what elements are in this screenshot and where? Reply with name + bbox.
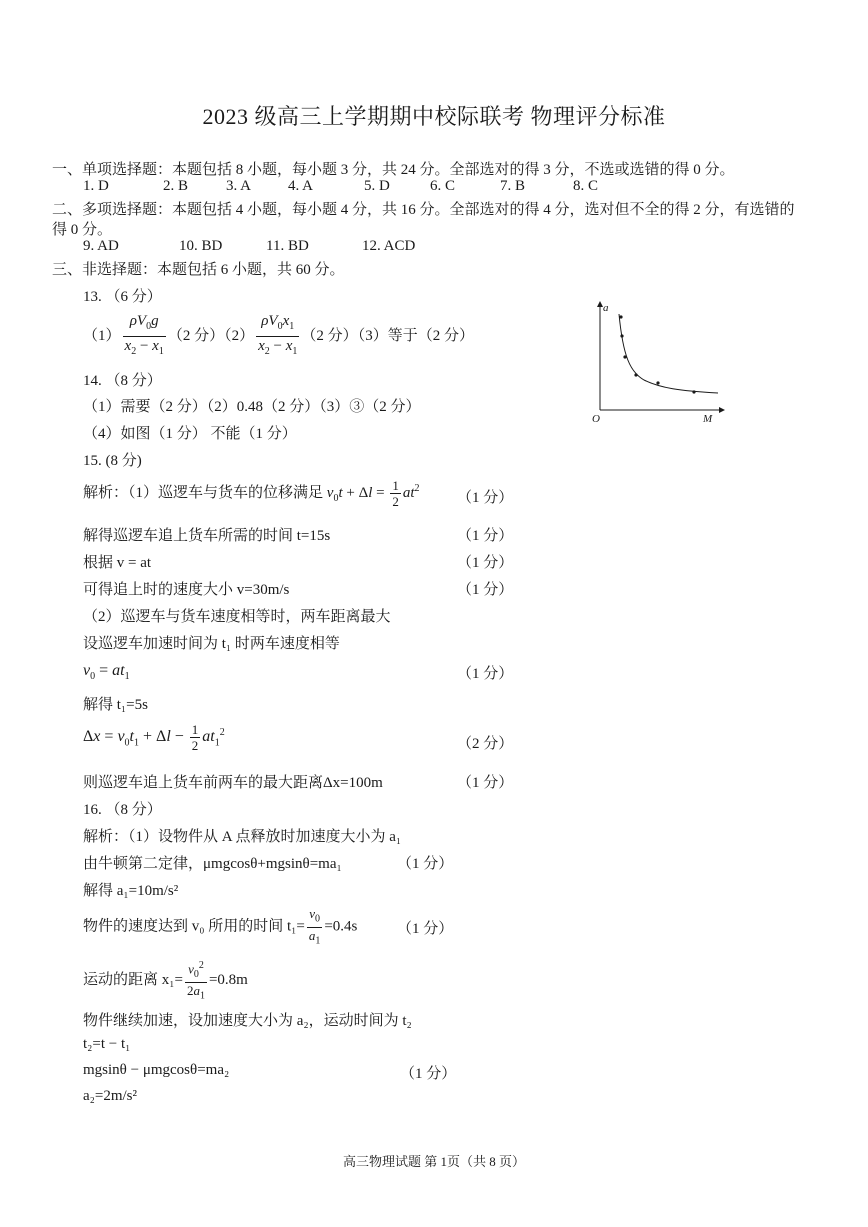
a-m-graph: [588, 296, 728, 426]
section-2-heading-cont: 得 0 分。: [52, 222, 113, 238]
score: （1 分）: [457, 490, 514, 506]
score: （1 分）: [457, 582, 514, 598]
score: （1 分）: [457, 775, 514, 791]
y-axis-label: a: [603, 302, 609, 314]
data-point: [656, 381, 659, 384]
answer: 11. BD: [266, 238, 309, 254]
score: （1 分）: [457, 555, 514, 571]
q15-line-10: 则巡逻车追上货车前两车的最大距离Δx=100m: [83, 775, 383, 791]
q16-line-7: t₂=t − t₁: [83, 1036, 131, 1052]
q15-equation: $v_0 = at_1$: [83, 662, 130, 683]
q15-line-1: 解析：（1）巡逻车与货车的位移满足 $v_0t + \Delta l$ = $\frac{1}{2}$ $at^2$: [83, 478, 420, 509]
q16-line-2: 由牛顿第二定律，μmgcosθ+mgsinθ=ma₁: [83, 856, 342, 872]
q14-line-2: （4）如图（1 分） 不能（1 分）: [83, 426, 297, 442]
score: （2 分）: [457, 736, 514, 752]
section-3-heading: 三、非选择题：本题包括 6 小题，共 60 分。: [52, 262, 345, 278]
answer: 7. B: [500, 178, 526, 194]
x-axis-label: M: [703, 413, 713, 425]
q16-line-8: mgsinθ − μmgcosθ=ma₂: [83, 1062, 230, 1078]
q16-line-5: 运动的距离 x₁= $\frac{v_0^2}{2a_1}$ =0.8m: [83, 960, 248, 1002]
q16-line-1: 解析：（1）设物件从 A 点释放时加速度大小为 a₁: [83, 829, 402, 845]
q15-line-2: 解得巡逻车追上货车所需的时间 t=15s: [83, 528, 331, 544]
q16-line-6: 物件继续加速，设加速度大小为 a₂，运动时间为 t₂: [83, 1013, 412, 1029]
score: （1 分）: [400, 1066, 457, 1082]
score: （1 分）: [457, 528, 514, 544]
q15-line-8: 解得 t₁=5s: [83, 697, 148, 713]
formula-fraction: $\frac{\rho V_0g}{x_2 - x_1}$: [124, 313, 164, 357]
q15-equation: $\Delta x = v_0t_1 + \Delta l$ − $\frac{1}{2}$ $at_1^2$: [83, 722, 225, 753]
data-point: [619, 315, 622, 318]
q15-line-6: 设巡逻车加速时间为 t₁ 时两车速度相等: [83, 636, 340, 652]
formula-fraction: $\frac{1}{2}$: [191, 722, 199, 753]
page-title: 2023 级高三上学期期中校际联考 物理评分标准: [202, 104, 666, 129]
q15-heading: 15. (8 分): [83, 453, 142, 469]
answers-row-1: [83, 178, 598, 195]
q16-line-9: a₂=2m/s²: [83, 1088, 138, 1104]
answer: 4. A: [288, 178, 314, 194]
answer: 5. D: [364, 178, 390, 194]
q15-line-3: 根据 v = at: [83, 555, 152, 571]
q16-line-4: 物件的速度达到 v₀ 所用的时间 t₁= $\frac{v_0}{a_1}$ =0.4s: [83, 906, 358, 947]
answer: 8. C: [573, 178, 599, 194]
formula-fraction: $\frac{\rho V_0x_1}{x_2 - x_1}$: [258, 313, 298, 357]
answer: 6. C: [430, 178, 456, 194]
data-point: [692, 390, 695, 393]
q13-answer-line: （1） $\frac{\rho V_0g}{x_2 - x_1}$ （2 分）（2） $\frac{\rho V_0x_1}{x_2 - x_1}$ （2 分）（3）等于（2 分）: [83, 312, 474, 361]
data-point: [623, 355, 626, 358]
answers-row-2: [83, 238, 415, 255]
q16-heading: 16. （8 分）: [83, 802, 162, 818]
section-2-heading: 二、多项选择题：本题包括 4 小题，每小题 4 分，共 16 分。全部选对的得 4 分，选对但不全的得 2 分，有选错的: [52, 202, 795, 218]
q13-heading: 13. （6 分）: [83, 289, 162, 305]
formula-fraction: $\frac{v_0}{a_1}$: [308, 906, 321, 947]
score: （1 分）: [397, 856, 454, 872]
origin-label: O: [592, 413, 600, 425]
answer: 12. ACD: [362, 238, 416, 254]
answer: 9. AD: [83, 238, 119, 254]
fit-curve: [619, 314, 718, 393]
data-point: [634, 373, 637, 376]
q14-line-1: （1）需要（2 分）（2）0.48（2 分）（3）③（2 分）: [83, 399, 421, 415]
formula-fraction: $\frac{v_0^2}{2a_1}$: [186, 960, 205, 1002]
answer: 1. D: [83, 178, 109, 194]
data-point: [620, 334, 623, 337]
q14-heading: 14. （8 分）: [83, 373, 162, 389]
q15-line-4: 可得追上时的速度大小 v=30m/s: [83, 582, 290, 598]
section-1-heading: 一、单项选择题：本题包括 8 小题，每小题 3 分，共 24 分。全部选对的得 3 分，不选或选错的得 0 分。: [52, 162, 735, 178]
page-footer: 高三物理试题 第 1页（共 8 页）: [342, 1154, 525, 1169]
q15-line-5: （2）巡逻车与货车速度相等时，两车距离最大: [83, 609, 391, 625]
answer: 10. BD: [179, 238, 223, 254]
answer: 3. A: [226, 178, 252, 194]
q16-line-3: 解得 a₁=10m/s²: [83, 883, 179, 899]
score: （1 分）: [397, 921, 454, 937]
score: （1 分）: [457, 666, 514, 682]
formula-fraction: $\frac{1}{2}$: [392, 478, 399, 509]
answer: 2. B: [163, 178, 189, 194]
